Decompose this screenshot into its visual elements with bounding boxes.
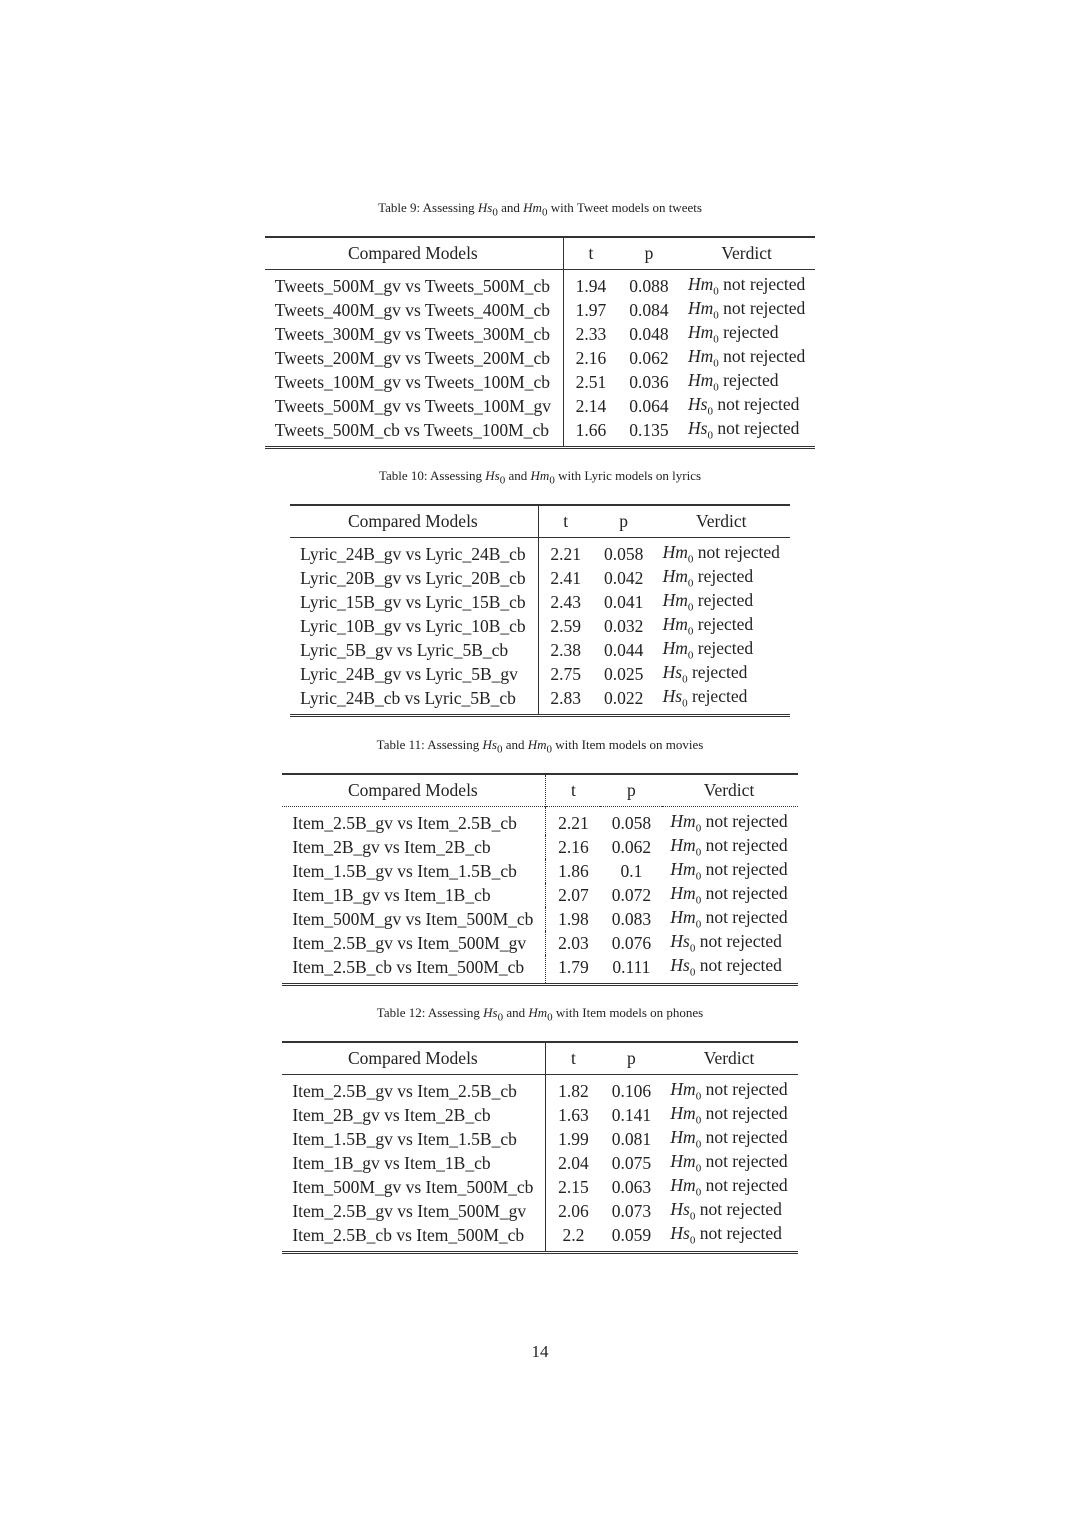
cell-p: 0.044	[603, 639, 644, 660]
verdict-text: rejected	[723, 370, 779, 391]
verdict-text: not rejected	[699, 1199, 782, 1220]
cell-p: 0.073	[611, 1200, 652, 1221]
verdict-text: not rejected	[717, 418, 800, 439]
hypothesis-symbol: $Hm_0$	[670, 1103, 702, 1127]
verdict-text: not rejected	[699, 955, 782, 976]
cell-t: 1.82	[546, 1075, 601, 1104]
hypothesis-symbol: $Hs_0$	[687, 418, 713, 442]
cell-verdict	[662, 1075, 797, 1104]
verdict-text: not rejected	[697, 542, 780, 563]
verdict-text: not rejected	[705, 883, 788, 904]
cell-t: 1.98	[546, 907, 601, 931]
header-verdict: Verdict	[696, 511, 747, 531]
cell-compared-models: Tweets_400M_gv vs Tweets_400M_cb	[274, 299, 550, 320]
hypothesis-symbol: $Hm_0$	[670, 883, 702, 907]
cell-compared-models: Item_500M_gv vs Item_500M_cb	[292, 908, 534, 929]
table-row	[290, 538, 790, 567]
hypothesis-symbol: $Hm_0$	[687, 346, 719, 370]
cell-compared-models: Lyric_10B_gv vs Lyric_10B_cb	[300, 615, 526, 636]
verdict-text: not rejected	[705, 1127, 788, 1148]
hypothesis-symbol: $Hm_0$	[662, 614, 694, 638]
verdict-text: rejected	[691, 686, 748, 707]
header-t: t	[546, 1042, 601, 1075]
hypothesis-symbol: $Hm_0$	[662, 566, 694, 590]
cell-p: 0.088	[629, 275, 669, 296]
cell-t: 2.2	[546, 1223, 601, 1253]
hypothesis-symbol: $Hm_0$	[670, 1175, 702, 1199]
table-row	[282, 907, 797, 931]
cell-compared-models: Lyric_24B_gv vs Lyric_5B_gv	[300, 663, 518, 684]
cell-t: 1.97	[563, 298, 618, 322]
verdict-text: not rejected	[705, 1079, 788, 1100]
cell-t: 2.16	[563, 346, 618, 370]
hypothesis-symbol: $Hs_0$	[670, 931, 696, 955]
cell-compared-models: Lyric_24B_cb vs Lyric_5B_cb	[300, 687, 516, 708]
table-9	[265, 236, 816, 449]
table-row	[290, 590, 790, 614]
table-9-block	[0, 200, 1080, 449]
cell-verdict	[662, 835, 797, 859]
table-row	[282, 1223, 797, 1253]
header-t: t	[563, 237, 618, 270]
hypothesis-symbol: $Hm_0$	[670, 1079, 702, 1103]
cell-verdict	[662, 883, 797, 907]
cell-p: 0.072	[611, 884, 652, 905]
cell-t: 2.21	[546, 807, 601, 836]
header-verdict: Verdict	[703, 1048, 755, 1068]
verdict-text: not rejected	[705, 1175, 788, 1196]
table-row	[290, 686, 790, 716]
cell-compared-models: Item_2.5B_gv vs Item_500M_gv	[292, 932, 527, 953]
cell-t: 1.94	[563, 270, 618, 299]
table-row	[282, 931, 797, 955]
header-t: t	[538, 505, 593, 538]
hypothesis-symbol: $Hm_0$	[670, 1151, 702, 1175]
cell-t: 1.99	[546, 1127, 601, 1151]
table-row	[290, 662, 790, 686]
cell-verdict	[655, 686, 790, 716]
cell-verdict	[662, 1223, 797, 1253]
cell-verdict	[655, 538, 790, 567]
cell-p: 0.032	[603, 615, 644, 636]
cell-compared-models: Item_2.5B_gv vs Item_500M_gv	[292, 1200, 527, 1221]
hypothesis-symbol: $Hm_0$	[687, 274, 719, 298]
header-compared-models: Compared Models	[347, 1048, 478, 1068]
cell-verdict	[662, 1103, 797, 1127]
cell-t: 2.03	[546, 931, 601, 955]
table-row	[282, 859, 797, 883]
cell-compared-models: Item_1B_gv vs Item_1B_cb	[292, 884, 491, 905]
cell-t: 2.59	[538, 614, 593, 638]
cell-verdict	[662, 907, 797, 931]
verdict-text: not rejected	[699, 931, 782, 952]
cell-verdict	[680, 346, 815, 370]
table-row	[282, 1175, 797, 1199]
table-row	[265, 370, 816, 394]
verdict-text: not rejected	[723, 298, 806, 319]
cell-compared-models: Tweets_200M_gv vs Tweets_200M_cb	[274, 347, 550, 368]
cell-p: 0.081	[611, 1128, 652, 1149]
cell-p: 0.059	[611, 1224, 652, 1245]
cell-verdict	[655, 614, 790, 638]
hypothesis-symbol: $Hs_0$	[662, 686, 688, 710]
cell-compared-models: Item_2.5B_gv vs Item_2.5B_cb	[292, 812, 517, 833]
cell-verdict	[662, 931, 797, 955]
table-11	[282, 773, 797, 986]
verdict-text: not rejected	[705, 1151, 788, 1172]
header-p: p	[627, 1048, 636, 1068]
cell-t: 2.15	[546, 1175, 601, 1199]
table-row	[282, 883, 797, 907]
cell-compared-models: Tweets_100M_gv vs Tweets_100M_cb	[274, 371, 550, 392]
cell-verdict	[662, 955, 797, 985]
table-row	[265, 418, 816, 448]
cell-p: 0.064	[629, 395, 669, 416]
verdict-text: rejected	[697, 566, 754, 587]
verdict-text: rejected	[697, 614, 754, 635]
table-11-caption: Table 11: Assessing $Hs_0$ and $Hm_0$ with Item models on movies	[376, 737, 704, 756]
header-compared-models: Compared Models	[347, 243, 478, 263]
cell-compared-models: Item_2.5B_gv vs Item_2.5B_cb	[292, 1080, 517, 1101]
cell-compared-models: Tweets_500M_cb vs Tweets_100M_cb	[274, 419, 550, 440]
table-10	[290, 504, 790, 717]
hypothesis-symbol: $Hm_0$	[670, 811, 702, 835]
hypothesis-symbol: $Hm_0$	[670, 907, 702, 931]
cell-t: 1.66	[563, 418, 618, 448]
table-row	[265, 270, 816, 299]
cell-t: 2.51	[563, 370, 618, 394]
cell-t: 2.07	[546, 883, 601, 907]
hypothesis-symbol: $Hs_0$	[670, 1199, 696, 1223]
cell-p: 0.022	[603, 687, 644, 708]
cell-p: 0.106	[611, 1080, 652, 1101]
table-row	[282, 835, 797, 859]
cell-p: 0.063	[611, 1176, 652, 1197]
cell-verdict	[662, 807, 797, 836]
cell-t: 2.16	[546, 835, 601, 859]
cell-p: 0.025	[603, 663, 644, 684]
hypothesis-symbol: $Hm_0$	[662, 542, 694, 566]
cell-t: 2.04	[546, 1151, 601, 1175]
cell-compared-models: Item_2B_gv vs Item_2B_cb	[292, 1104, 491, 1125]
table-10-block	[0, 468, 1080, 717]
header-compared-models: Compared Models	[347, 780, 478, 800]
cell-verdict	[655, 662, 790, 686]
hypothesis-symbol: $Hm_0$	[687, 298, 719, 322]
verdict-text: not rejected	[705, 859, 788, 880]
cell-p: 0.076	[611, 932, 652, 953]
hypothesis-symbol: $Hm_0$	[687, 370, 719, 394]
cell-p: 0.062	[629, 347, 669, 368]
cell-p: 0.062	[611, 836, 652, 857]
cell-verdict	[680, 298, 815, 322]
cell-p: 0.084	[629, 299, 669, 320]
page-number: 14	[531, 1342, 549, 1361]
cell-verdict	[680, 370, 815, 394]
cell-t: 2.21	[538, 538, 593, 567]
hypothesis-symbol: $Hs_0$	[687, 394, 713, 418]
hypothesis-symbol: $Hm_0$	[662, 638, 694, 662]
cell-verdict	[680, 270, 815, 299]
table-row	[282, 1199, 797, 1223]
cell-compared-models: Item_1B_gv vs Item_1B_cb	[292, 1152, 491, 1173]
cell-p: 0.042	[603, 567, 644, 588]
cell-t: 2.33	[563, 322, 618, 346]
table-row	[265, 298, 816, 322]
cell-p: 0.075	[611, 1152, 652, 1173]
hypothesis-symbol: $Hm_0$	[670, 859, 702, 883]
header-p: p	[644, 243, 654, 263]
cell-t: 2.75	[538, 662, 593, 686]
cell-t: 1.86	[546, 859, 601, 883]
hypothesis-symbol: $Hs_0$	[670, 955, 696, 979]
cell-t: 1.63	[546, 1103, 601, 1127]
cell-compared-models: Lyric_15B_gv vs Lyric_15B_cb	[300, 591, 526, 612]
cell-t: 2.14	[563, 394, 618, 418]
cell-p: 0.135	[629, 419, 669, 440]
cell-verdict	[655, 638, 790, 662]
table-12-block	[0, 1005, 1080, 1254]
verdict-text: rejected	[697, 638, 754, 659]
header-verdict: Verdict	[703, 780, 755, 800]
cell-verdict	[680, 322, 815, 346]
table-row	[282, 955, 797, 985]
hypothesis-symbol: $Hm_0$	[670, 1127, 702, 1151]
table-12-caption: Table 12: Assessing $Hs_0$ and $Hm_0$ with Item models on phones	[376, 1005, 704, 1024]
verdict-text: rejected	[691, 662, 748, 683]
table-11-block	[0, 737, 1080, 986]
cell-compared-models: Tweets_300M_gv vs Tweets_300M_cb	[274, 323, 550, 344]
cell-compared-models: Item_500M_gv vs Item_500M_cb	[292, 1176, 534, 1197]
table-row	[282, 807, 797, 836]
table-row	[282, 1127, 797, 1151]
cell-p: 0.048	[629, 323, 669, 344]
cell-t: 2.83	[538, 686, 593, 716]
table-row	[290, 566, 790, 590]
hypothesis-symbol: $Hm_0$	[670, 835, 702, 859]
cell-verdict	[655, 566, 790, 590]
cell-p: 0.058	[603, 543, 644, 564]
cell-verdict	[655, 590, 790, 614]
cell-compared-models: Lyric_20B_gv vs Lyric_20B_cb	[300, 567, 526, 588]
table-row	[282, 1103, 797, 1127]
header-p: p	[619, 511, 629, 531]
cell-p: 0.141	[611, 1104, 652, 1125]
cell-verdict	[662, 1127, 797, 1151]
cell-compared-models: Item_2B_gv vs Item_2B_cb	[292, 836, 491, 857]
verdict-text: not rejected	[723, 346, 806, 367]
cell-t: 2.43	[538, 590, 593, 614]
table-row	[290, 638, 790, 662]
cell-compared-models: Item_1.5B_gv vs Item_1.5B_cb	[292, 860, 517, 881]
cell-compared-models: Lyric_24B_gv vs Lyric_24B_cb	[300, 543, 526, 564]
table-row	[290, 614, 790, 638]
hypothesis-symbol: $Hs_0$	[670, 1223, 696, 1247]
table-10-caption: Table 10: Assessing $Hs_0$ and $Hm_0$ with Lyric models on lyrics	[378, 468, 702, 487]
cell-verdict	[662, 859, 797, 883]
verdict-text: not rejected	[705, 835, 788, 856]
cell-compared-models: Item_2.5B_cb vs Item_500M_cb	[292, 1224, 525, 1245]
cell-verdict	[680, 418, 815, 448]
table-12	[282, 1041, 797, 1254]
verdict-text: not rejected	[705, 907, 788, 928]
verdict-text: rejected	[723, 322, 779, 343]
hypothesis-symbol: $Hm_0$	[662, 590, 694, 614]
table-row	[265, 394, 816, 418]
table-row	[265, 322, 816, 346]
cell-compared-models: Lyric_5B_gv vs Lyric_5B_cb	[300, 639, 509, 660]
table-row	[282, 1151, 797, 1175]
cell-compared-models: Tweets_500M_gv vs Tweets_500M_cb	[274, 275, 550, 296]
cell-p: 0.1	[620, 860, 643, 881]
table-row	[282, 1075, 797, 1104]
verdict-text: not rejected	[723, 274, 806, 295]
cell-p: 0.041	[603, 591, 644, 612]
header-p: p	[627, 780, 636, 800]
cell-p: 0.036	[629, 371, 669, 392]
cell-t: 2.06	[546, 1199, 601, 1223]
hypothesis-symbol: $Hs_0$	[662, 662, 688, 686]
cell-p: 0.111	[612, 956, 651, 977]
cell-verdict	[680, 394, 815, 418]
cell-p: 0.083	[611, 908, 652, 929]
cell-p: 0.058	[611, 812, 652, 833]
cell-compared-models: Item_2.5B_cb vs Item_500M_cb	[292, 956, 525, 977]
verdict-text: rejected	[697, 590, 754, 611]
header-verdict: Verdict	[721, 243, 772, 263]
cell-verdict	[662, 1151, 797, 1175]
cell-t: 2.41	[538, 566, 593, 590]
verdict-text: not rejected	[717, 394, 800, 415]
hypothesis-symbol: $Hm_0$	[687, 322, 719, 346]
header-compared-models: Compared Models	[347, 511, 478, 531]
verdict-text: not rejected	[705, 1103, 788, 1124]
cell-t: 1.79	[546, 955, 601, 985]
table-9-caption: Table 9: Assessing $Hs_0$ and $Hm_0$ with Tweet models on tweets	[378, 200, 702, 219]
verdict-text: not rejected	[705, 811, 788, 832]
cell-verdict	[662, 1199, 797, 1223]
header-t: t	[546, 774, 601, 807]
cell-verdict	[662, 1175, 797, 1199]
table-row	[265, 346, 816, 370]
cell-compared-models: Tweets_500M_gv vs Tweets_100M_gv	[274, 395, 551, 416]
verdict-text: not rejected	[699, 1223, 782, 1244]
cell-compared-models: Item_1.5B_gv vs Item_1.5B_cb	[292, 1128, 517, 1149]
cell-t: 2.38	[538, 638, 593, 662]
